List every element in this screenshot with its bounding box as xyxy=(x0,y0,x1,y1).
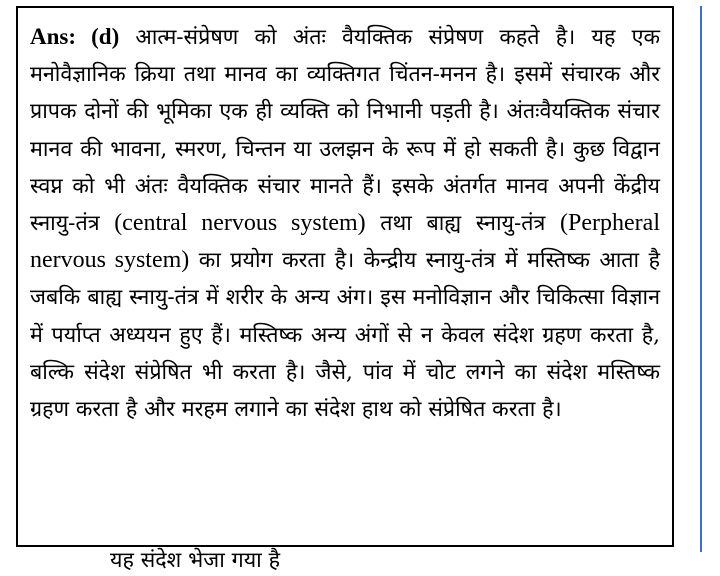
answer-text-part-2: तथा बाह्य स्नायु-तंत्र xyxy=(365,211,561,237)
cut-off-next-line: यह संदेश भेजा गया है xyxy=(110,548,280,573)
answer-text-part-1: आत्म-संप्रेषण को अंतः वैयक्तिक संप्रेषण कहते है। यह एक मनोवैज्ञानिक क्रिया तथा मानव का व्यक्तिगत चिंतन-मनन है। इसमें संचारक और प्रापक दोनों की भूमिका एक ही व्यक्ति को निभानी पड़ती है। अंतःवैयक्तिक संचार मानव की भावना, स्मरण, चिन्तन या उलझन के रूप में हो सकती है। कुछ विद्वान स्वप्न को भी अंतः वैयक्तिक संचार मानते हैं। इसके अंतर्गत मानव अपनी केंद्रीय स्नायु-तंत्र xyxy=(30,25,660,237)
answer-label: Ans: (d) xyxy=(30,24,120,49)
answer-box xyxy=(16,6,674,547)
english-term-peripheral: (Perpheral nervous system) xyxy=(30,210,660,274)
page-edge-rule xyxy=(700,6,702,552)
english-term-central: (central nervous system) xyxy=(114,210,366,237)
answer-paragraph xyxy=(30,18,660,428)
answer-text-part-3: का प्रयोग करता है। केन्द्रीय स्नायु-तंत्र में मस्तिष्क आता है जबकि बाह्य स्नायु-तंत्र में शरीर के अन्य अंग। इस मनोविज्ञान और चिकित्सा विज्ञान में पर्याप्त अध्ययन हुए हैं। मस्तिष्क अन्य अंगों से न केवल संदेश ग्रहण करता है, बल्कि संदेश संप्रेषित भी करता है। जैसे, पांव में चोट लगने का संदेश मस्तिष्क ग्रहण करता है और मरहम लगाने का संदेश हाथ को संप्रेषित करता है। xyxy=(30,248,660,423)
